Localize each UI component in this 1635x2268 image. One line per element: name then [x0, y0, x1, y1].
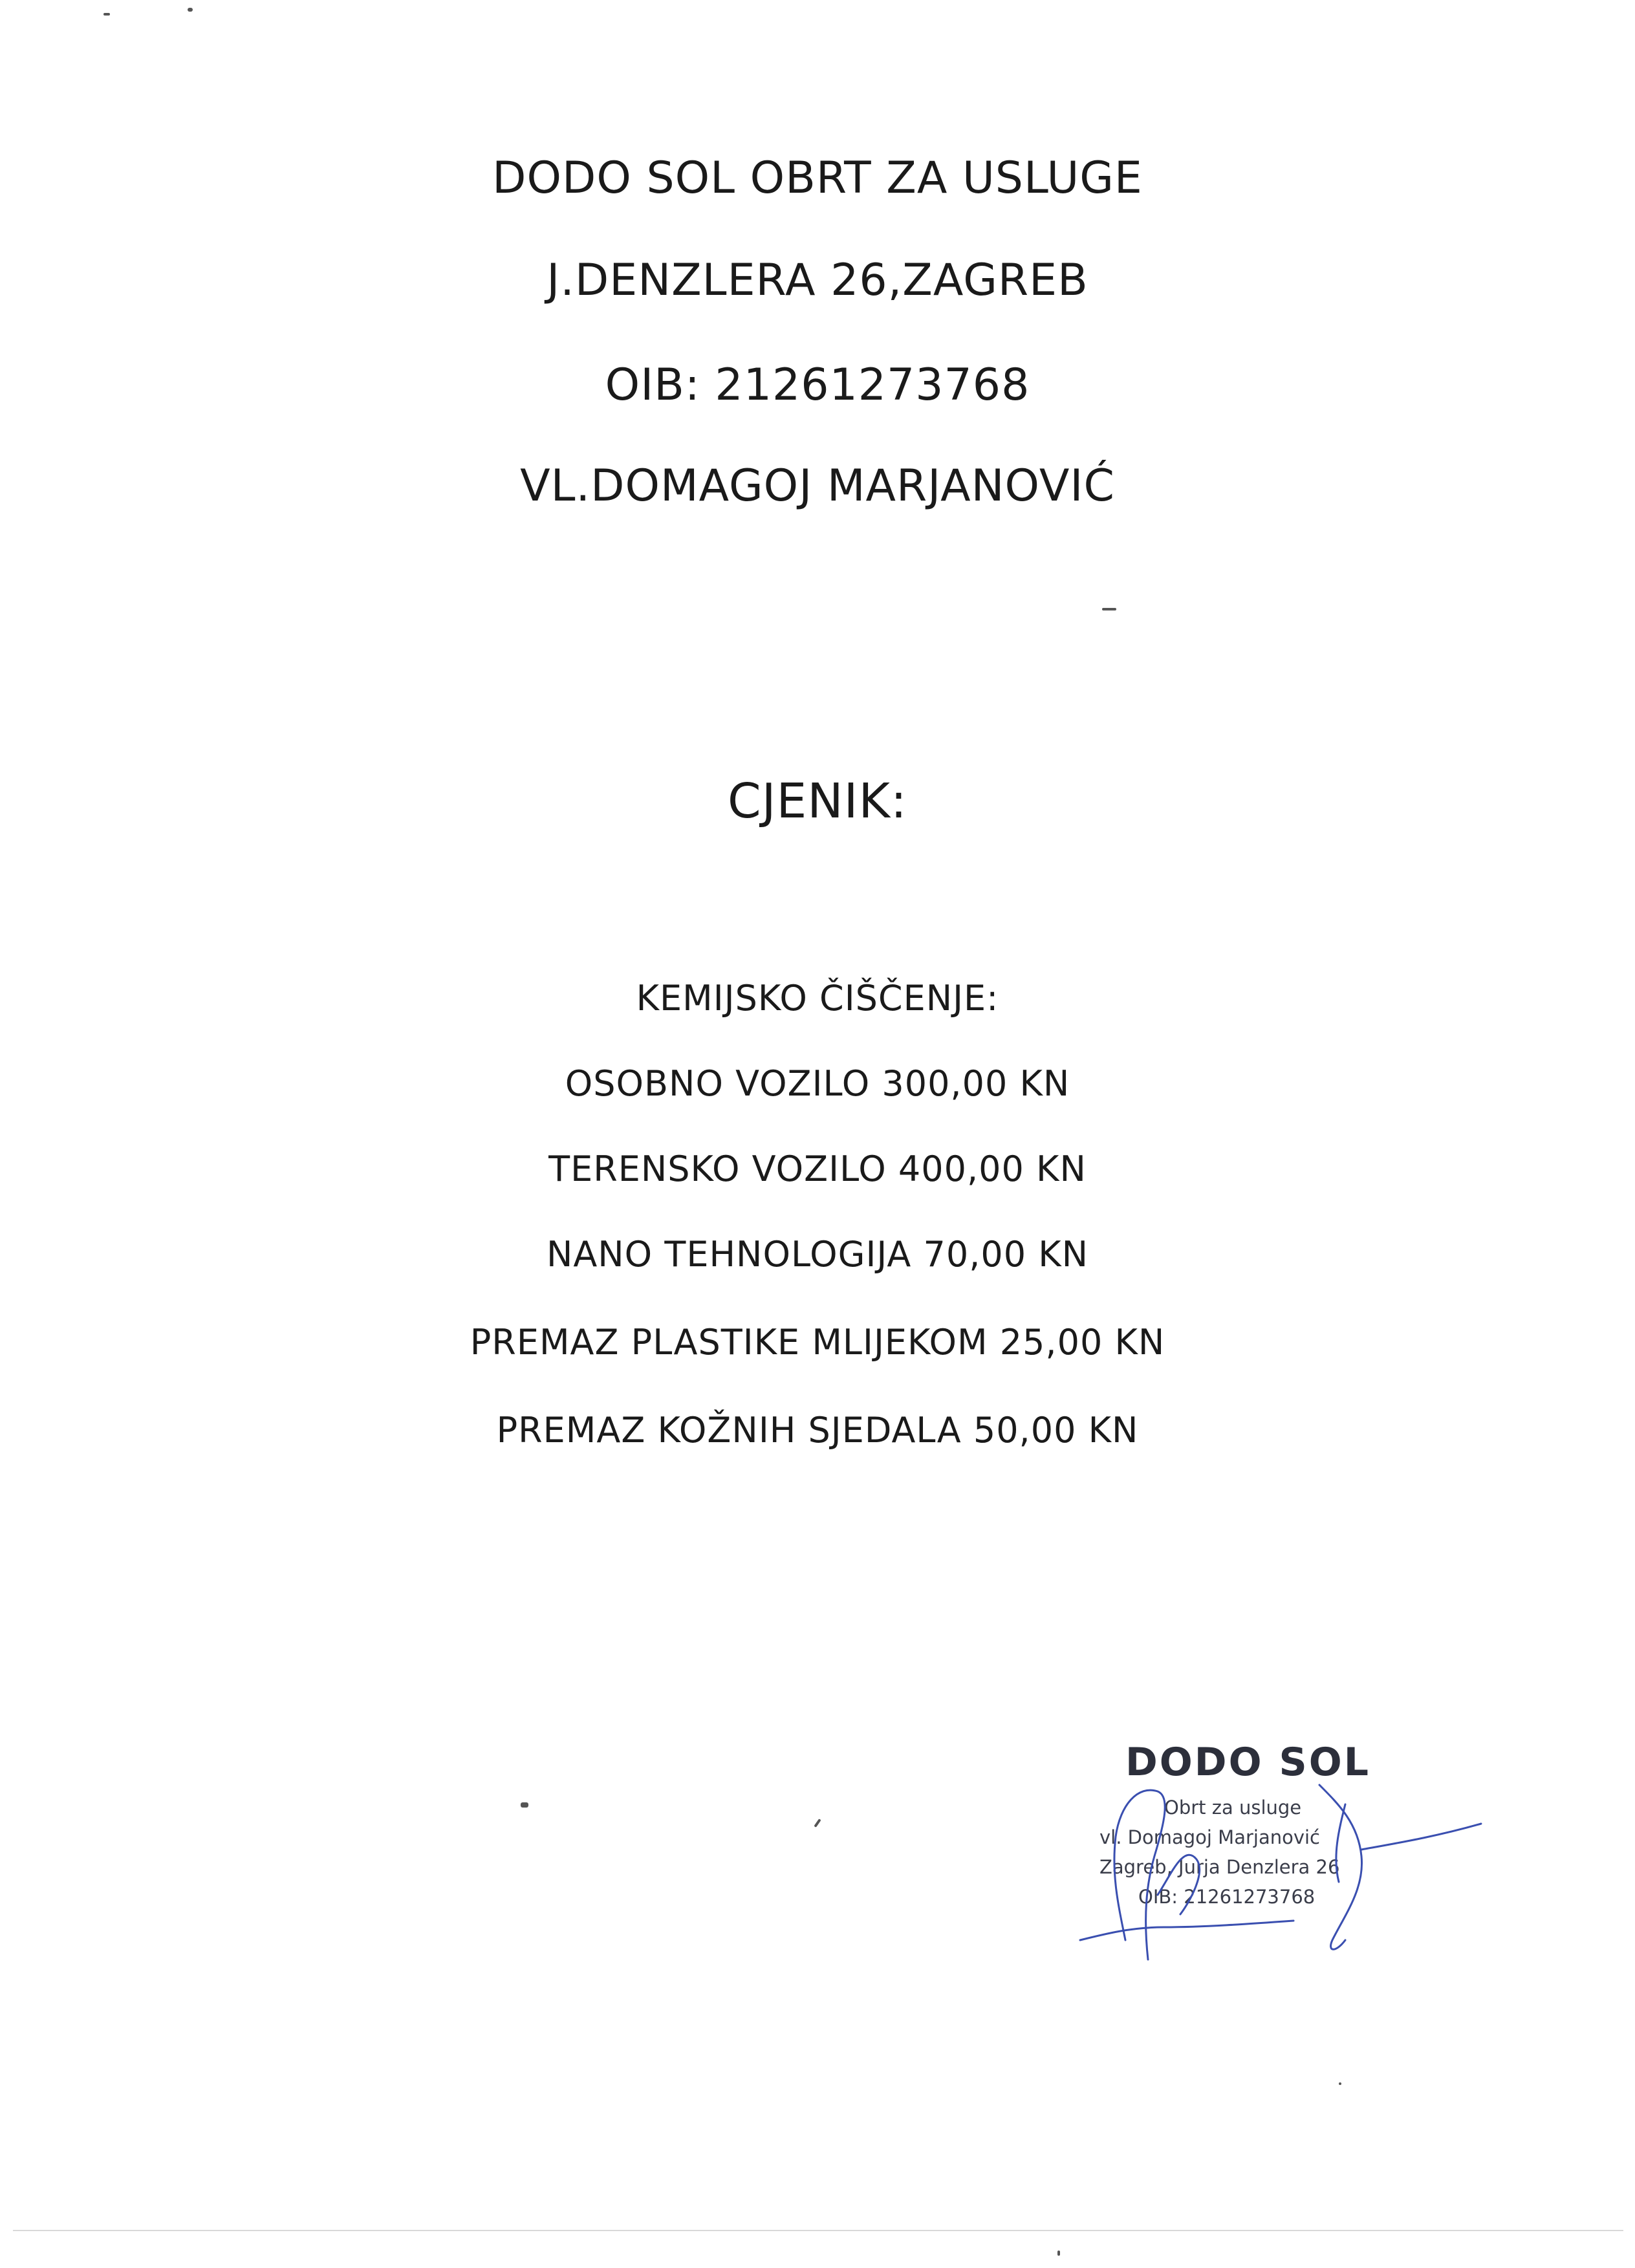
- pricelist-item: PREMAZ PLASTIKE MLIJEKOM 25,00 KN: [470, 1322, 1165, 1363]
- pricelist-category: KEMIJSKO ČIŠČENJE:: [636, 978, 999, 1019]
- handwritten-signature: [1035, 1746, 1488, 1979]
- scan-speck: [814, 1819, 821, 1828]
- scan-speck: [521, 1802, 528, 1808]
- stamp-line: OIB: 21261273768: [1138, 1886, 1316, 1908]
- pricelist-item: TERENSKO VOZILO 400,00 KN: [548, 1149, 1087, 1189]
- company-name: DODO SOL OBRT ZA USLUGE: [492, 153, 1143, 204]
- pricelist-title: CJENIK:: [728, 773, 907, 829]
- page-bottom-edge: [13, 2230, 1623, 2231]
- stamp-line: Zagreb, Jurja Denzlera 26: [1099, 1856, 1340, 1878]
- pricelist-item: PREMAZ KOŽNIH SJEDALA 50,00 KN: [496, 1410, 1139, 1451]
- scan-speck: [103, 13, 110, 16]
- scan-speck: [1339, 2082, 1341, 2085]
- scan-speck: [1057, 2251, 1060, 2256]
- stamp-company-name: DODO SOL: [1125, 1740, 1370, 1785]
- pricelist-item: OSOBNO VOZILO 300,00 KN: [565, 1063, 1070, 1104]
- pricelist-item: NANO TEHNOLOGIJA 70,00 KN: [546, 1234, 1089, 1275]
- scan-speck: [188, 8, 193, 12]
- stamp-line: Obrt za usluge: [1164, 1797, 1302, 1819]
- scan-speck: [1102, 608, 1116, 610]
- company-oib: OIB: 21261273768: [605, 360, 1030, 411]
- company-owner: VL.DOMAGOJ MARJANOVIĆ: [520, 460, 1115, 512]
- company-address: J.DENZLERA 26,ZAGREB: [547, 255, 1088, 306]
- stamp-line: vl. Domagoj Marjanović: [1099, 1826, 1321, 1848]
